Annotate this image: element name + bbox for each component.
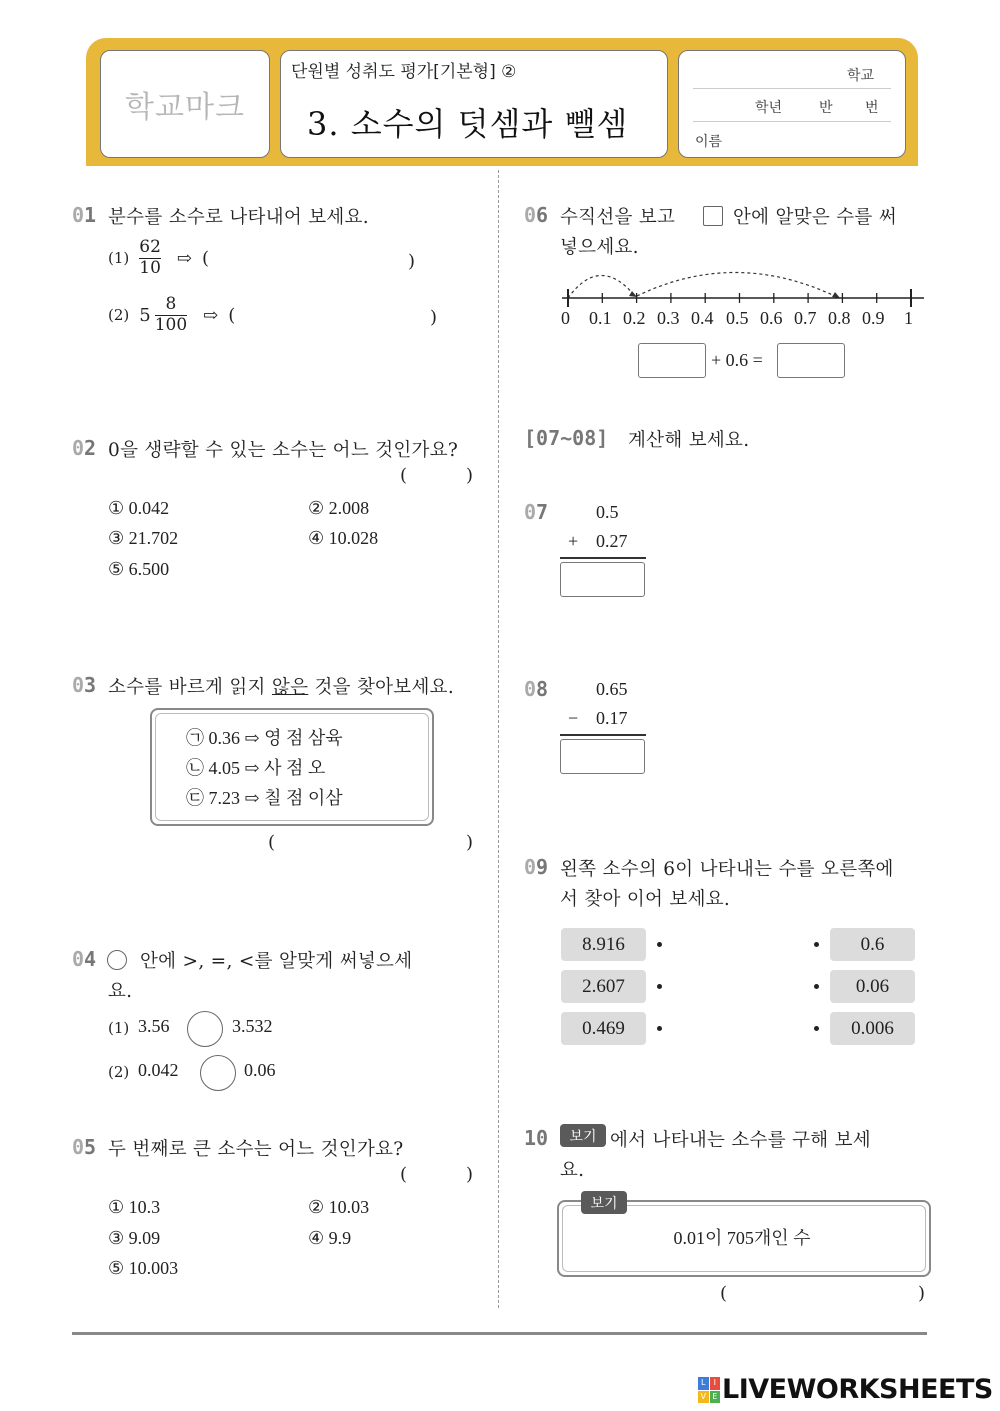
name-label: 이름	[695, 134, 723, 150]
q9-left-dot-2[interactable]	[657, 984, 662, 989]
q2-answer-field[interactable]	[412, 466, 464, 488]
column-divider	[498, 170, 499, 1308]
q9-left-2: 2.607	[561, 970, 646, 1003]
q7-sum-line	[560, 557, 646, 559]
q1-answer2-field[interactable]	[260, 307, 430, 333]
fraction-5-8-100: $\frac{8}{100}$	[154, 294, 188, 335]
square-box-icon	[703, 206, 723, 226]
q9-left-1: 8.916	[561, 928, 646, 961]
q6-text-line2: 넣으세요.	[560, 237, 639, 258]
tick-label: 0.8	[828, 308, 851, 328]
q9-left-dot-3[interactable]	[657, 1026, 662, 1031]
q5-text: 두 번째로 큰 소수는 어느 것인가요?	[108, 1139, 404, 1160]
q7-top: 0.5	[596, 502, 619, 522]
tick-label: 0.7	[794, 308, 817, 328]
question-number-10: 10	[524, 1126, 549, 1150]
q9-right-dot-1[interactable]	[814, 942, 819, 947]
q8-diff-line	[560, 734, 646, 736]
question-number-01: 01	[72, 203, 97, 227]
school-mark: 학교마크	[100, 50, 270, 158]
q5-option-3[interactable]: ③ 9.09	[108, 1228, 161, 1248]
title-box	[280, 50, 668, 158]
q7-bottom: 0.27	[596, 531, 628, 551]
number-line	[556, 262, 928, 312]
q5-option-2[interactable]: ② 10.03	[308, 1197, 370, 1217]
question-number-05: 05	[72, 1135, 97, 1159]
tick-labels	[556, 308, 928, 332]
tick-label: 0.5	[726, 308, 749, 328]
q4-p1-right: 3.532	[232, 1016, 273, 1036]
q1-part2: (2) 5 $\frac{8}{100}$ ⇨ (	[108, 294, 236, 335]
q3-item-3: ㉢ 7.23 ⇨ 칠 점 이삼	[186, 788, 343, 808]
liveworksheets-logo[interactable]: LIVEWORKSHEETS	[722, 1374, 993, 1405]
class-label: 반	[819, 100, 833, 116]
q9-right-1: 0.6	[830, 928, 915, 961]
q2-option-1[interactable]: ① 0.042	[108, 498, 170, 518]
question-number-08: 08	[524, 677, 549, 701]
q1-text: 분수를 소수로 나타내어 보세요.	[108, 207, 369, 228]
q4-p2-left: 0.042	[138, 1060, 179, 1080]
q9-left-dot-1[interactable]	[657, 942, 662, 947]
liveworksheets-logo-icon: L I V E	[698, 1377, 720, 1403]
q6-answer-box-left[interactable]	[638, 343, 706, 378]
question-number-03: 03	[72, 673, 97, 697]
q6-expr-middle: + 0.6 =	[711, 350, 763, 370]
q10-text-line2: 요.	[560, 1160, 585, 1181]
q4-p1-left: 3.56	[138, 1016, 170, 1036]
number-label: 번	[865, 100, 879, 116]
bogi-tag-inline: 보기	[560, 1124, 606, 1147]
q5-answer-field[interactable]	[412, 1165, 464, 1187]
q5-option-4[interactable]: ④ 9.9	[308, 1228, 352, 1248]
q3-answer-field[interactable]	[282, 833, 462, 855]
tick-label: 0.1	[589, 308, 612, 328]
q5-option-5[interactable]: ⑤ 10.003	[108, 1258, 179, 1278]
q6-text-part1: 수직선을 보고	[560, 207, 676, 228]
q8-top: 0.65	[596, 679, 628, 699]
subtitle: 단원별 성취도 평가[기본형] ②	[291, 62, 517, 82]
q9-left-3: 0.469	[561, 1012, 646, 1045]
tick-label: 0.9	[862, 308, 885, 328]
tick-label: 0.6	[760, 308, 783, 328]
q2-text: 0을 생략할 수 있는 소수는 어느 것인가요?	[108, 440, 459, 461]
q10-example-text: 0.01이 705개인 수	[673, 1228, 811, 1248]
school-label: 학교	[847, 68, 875, 84]
q4-p2-compare-circle[interactable]	[200, 1055, 236, 1091]
q9-right-dot-2[interactable]	[814, 984, 819, 989]
q6-text-part2: 안에 알맞은 수를 써	[733, 207, 897, 228]
arrowhead-icon	[832, 292, 840, 298]
q2-option-5[interactable]: ⑤ 6.500	[108, 559, 170, 579]
tick-label: 0.4	[691, 308, 714, 328]
q2-option-2[interactable]: ② 2.008	[308, 498, 370, 518]
tick-label: 0.3	[657, 308, 680, 328]
small-circle-icon	[107, 950, 127, 970]
jump-arc-1	[568, 275, 635, 298]
q4-p1-compare-circle[interactable]	[187, 1011, 223, 1047]
fraction-62-10: $\frac{62}{10}$	[139, 237, 161, 278]
tick-label: 0.2	[623, 308, 646, 328]
question-number-06: 06	[524, 203, 549, 227]
q3-item-1: ㉠ 0.36 ⇨ 영 점 삼육	[186, 728, 343, 748]
page-title: 3. 소수의 덧셈과 뺄셈	[307, 105, 629, 143]
q4-p2-right: 0.06	[244, 1060, 276, 1080]
q9-right-2: 0.06	[830, 970, 915, 1003]
footer-rule	[72, 1332, 927, 1335]
q8-bottom: 0.17	[596, 708, 628, 728]
q9-text-line1: 왼쪽 소수의 6이 나타내는 수를 오른쪽에	[560, 859, 894, 880]
q8-answer-box[interactable]	[560, 739, 645, 774]
q6-answer-box-right[interactable]	[777, 343, 845, 378]
q3-text: 소수를 바르게 읽지 않은 것을 찾아보세요.	[108, 677, 455, 698]
q9-text-line2: 서 찾아 이어 보세요.	[560, 889, 731, 910]
q4-text-line1: 안에 >, =, <를 알맞게 써넣으세	[140, 951, 413, 972]
question-number-07: 07	[524, 500, 549, 524]
q1-answer1-field[interactable]	[237, 250, 417, 276]
q1-part1: (1) $\frac{62}{10}$ ⇨ (	[108, 237, 210, 278]
q7-8-range: [07~08]	[524, 426, 609, 450]
student-info-box	[678, 50, 906, 158]
q9-right-3: 0.006	[830, 1012, 915, 1045]
q2-option-3[interactable]: ③ 21.702	[108, 528, 179, 548]
q5-option-1[interactable]: ① 10.3	[108, 1197, 161, 1217]
question-number-04: 04	[72, 947, 97, 971]
question-number-02: 02	[72, 436, 97, 460]
q9-right-dot-3[interactable]	[814, 1026, 819, 1031]
q10-text-line1: 에서 나타내는 소수를 구해 보세	[610, 1130, 871, 1151]
q8-op: −	[568, 708, 579, 728]
q4-text-line2: 요.	[108, 981, 133, 1002]
arrowhead-icon	[629, 291, 637, 297]
q3-item-2: ㉡ 4.05 ⇨ 사 점 오	[186, 758, 326, 778]
q7-op: +	[568, 531, 579, 551]
bogi-tag-box: 보기	[581, 1191, 627, 1214]
q7-answer-box[interactable]	[560, 562, 645, 597]
header-banner	[86, 38, 918, 166]
tick-label: 1	[904, 308, 913, 328]
tick-label: 0	[561, 308, 570, 328]
q10-answer-field[interactable]	[734, 1284, 914, 1306]
question-number-09: 09	[524, 855, 549, 879]
grade-label: 학년	[755, 100, 783, 116]
q7-8-text: 계산해 보세요.	[628, 430, 750, 451]
q2-option-4[interactable]: ④ 10.028	[308, 528, 379, 548]
